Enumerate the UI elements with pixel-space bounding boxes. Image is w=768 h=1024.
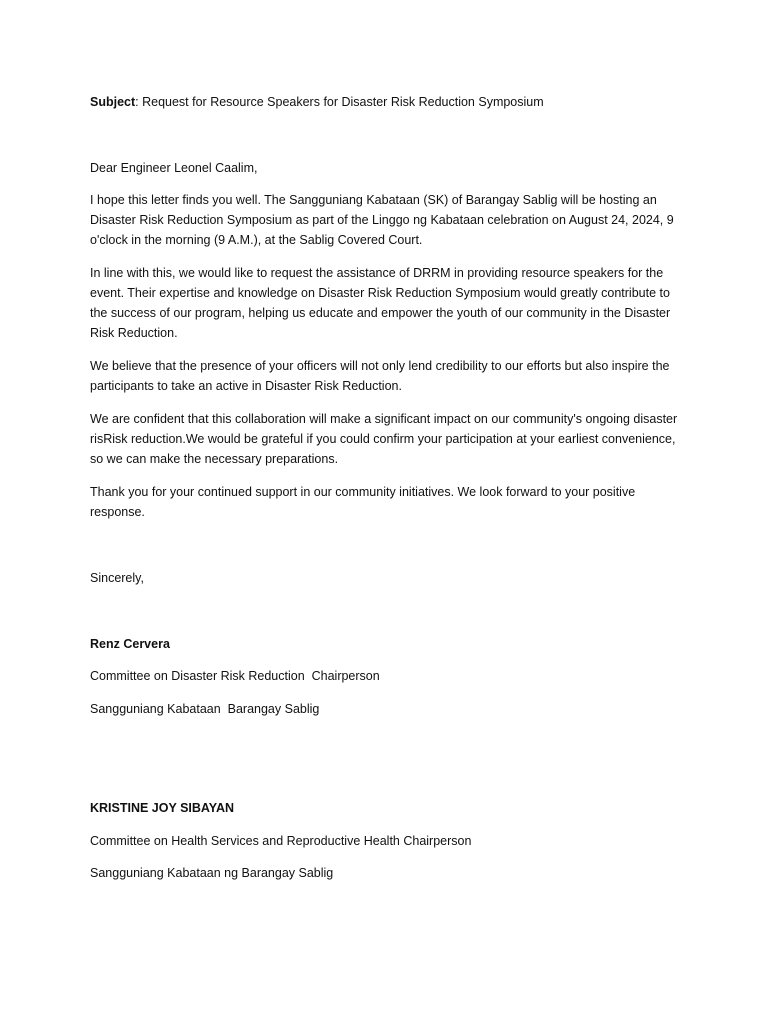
paragraph-thanks: Thank you for your continued support in our community initiatives. We look forward to your positive response. [90,485,636,519]
paragraph-request: In line with this, we would like to request the assistance of DRRM in providing resource speakers for the event. Their expertise and knowledge on Disaster Risk Reduction Symposium would greatly contribute to the success of our program, helping us educate and empower the youth of our community in the Disaster Risk Reduction. [90,266,671,340]
closing: Sincerely, [90,571,144,585]
subject-text: : Request for Resource Speakers for Disaster Risk Reduction Symposium [135,95,544,109]
signatory-organization-1: Sangguniang Kabataan Barangay Sablig [90,702,320,716]
paragraph-intro: I hope this letter finds you well. The Sangguniang Kabataan (SK) of Barangay Sablig will be hosting an Disaster Risk Reduction Symposium as part of the Linggo ng Kabataan celebration on August 24, 2024, 9 o'clock in the morning (9 A.M.), at the Sablig Covered Court. [90,193,674,247]
signatory-name-2: KRISTINE JOY SIBAYAN [90,801,235,815]
salutation: Dear Engineer Leonel Caalim, [90,161,258,175]
signatory-name-1: Renz Cervera [90,637,170,651]
signatory-position-1: Committee on Disaster Risk Reduction Chairperson [90,669,380,683]
signatory-position-2: Committee on Health Services and Reproductive Health Chairperson [90,834,472,848]
paragraph-confidence: We are confident that this collaboration will make a significant impact on our community's ongoing disaster risRisk reduction.We would be grateful if you could confirm your participation at your earliest convenience, so we can make the necessary preparations. [90,412,678,466]
signatory-organization-2: Sangguniang Kabataan ng Barangay Sablig [90,866,334,880]
subject-label: Subject [90,95,136,109]
paragraph-belief: We believe that the presence of your officers will not only lend credibility to our efforts but also inspire the participants to take an active in Disaster Risk Reduction. [90,359,670,393]
subject-line [90,92,544,112]
